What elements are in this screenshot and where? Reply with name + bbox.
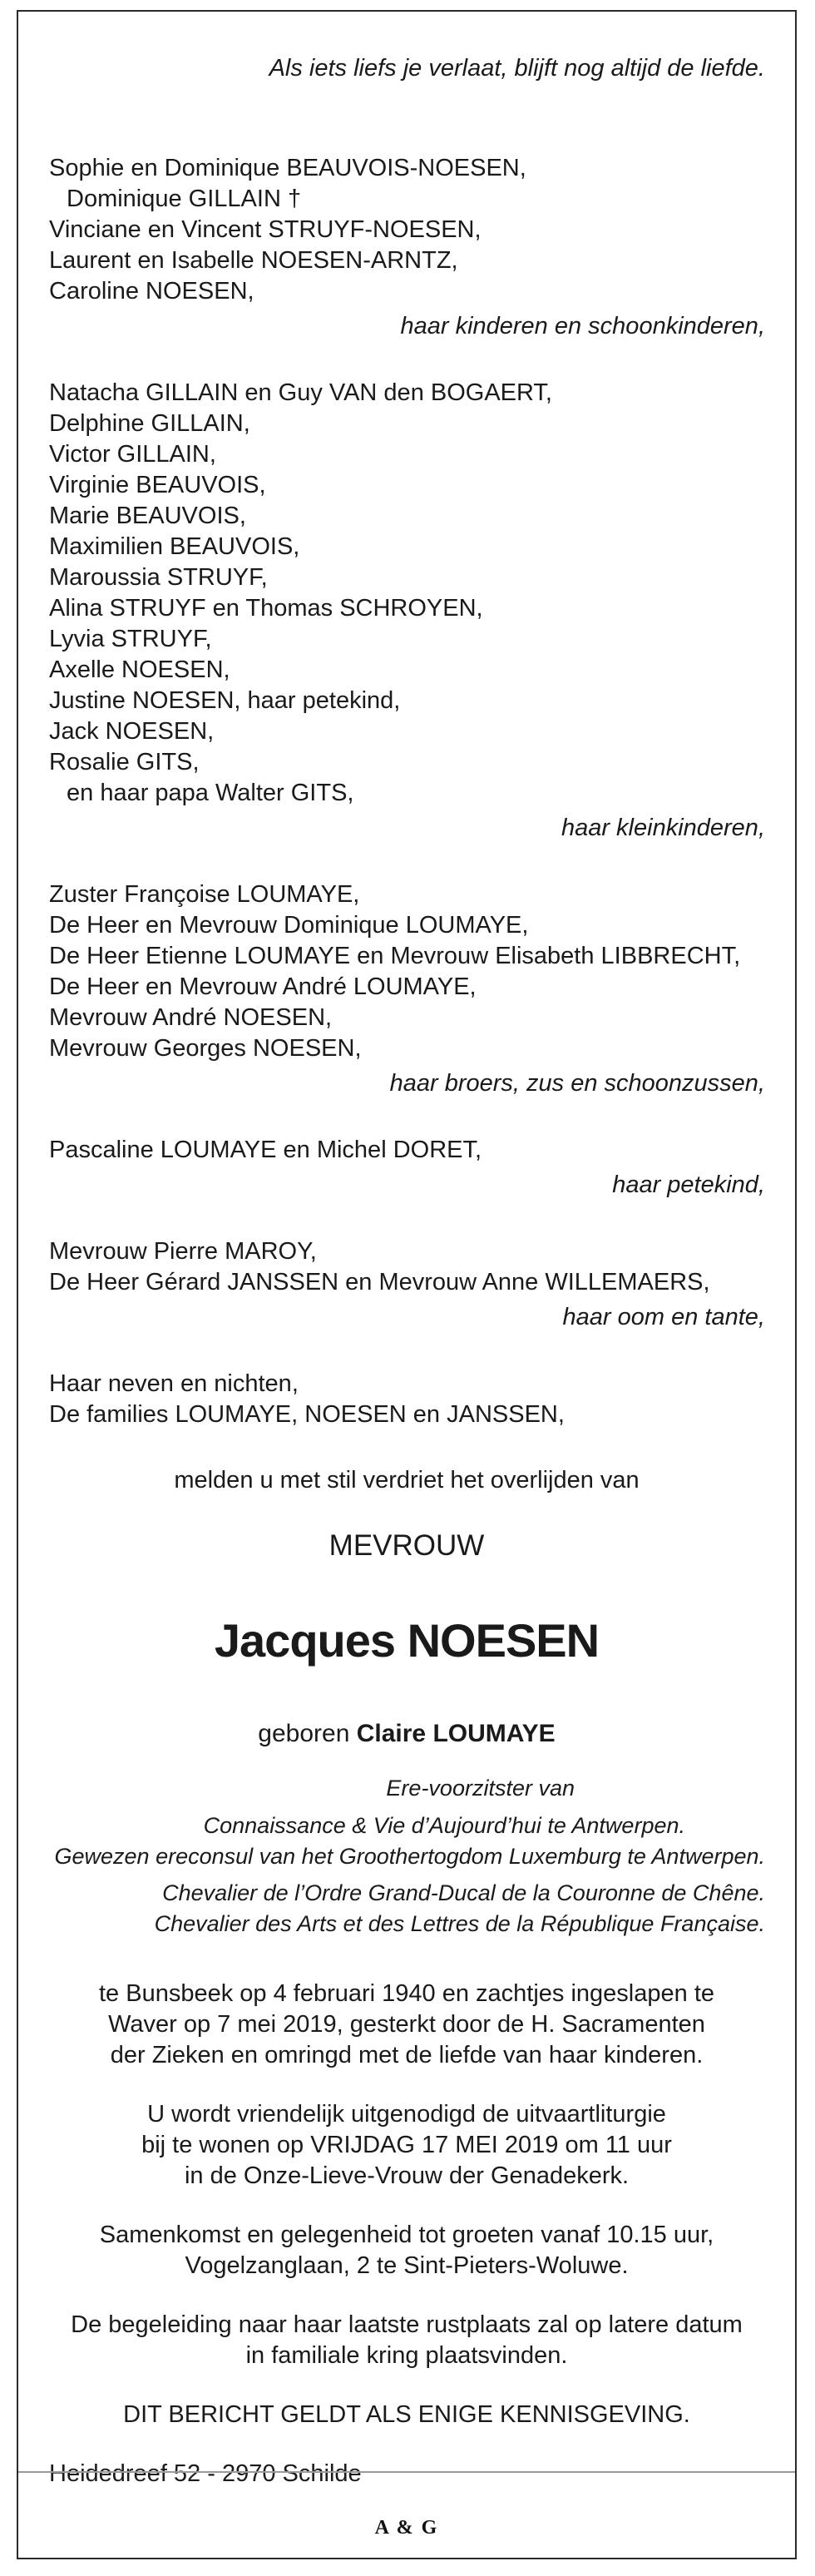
honor-line: Ere-voorzitster van xyxy=(386,1776,575,1801)
honor-line: Chevalier de l’Ordre Grand-Ducal de la Couronne de Chêne. xyxy=(162,1880,765,1905)
family-line: Lyvia STRUYF, xyxy=(49,626,212,652)
family-line: Pascaline LOUMAYE en Michel DORET, xyxy=(49,1137,482,1163)
family-line: Mevrouw André NOESEN, xyxy=(49,1004,333,1031)
family-line: Laurent en Isabelle NOESEN-ARNTZ, xyxy=(49,247,458,274)
family-role: haar oom en tante, xyxy=(562,1304,765,1330)
family-role: haar kleinkinderen, xyxy=(561,815,765,841)
deceased-title: MEVROUW xyxy=(328,1529,485,1562)
announcement: melden u met stil verdriet het overlijden van xyxy=(174,1467,640,1494)
family-line: Delphine GILLAIN, xyxy=(49,410,250,437)
family-line: De Heer en Mevrouw Dominique LOUMAYE, xyxy=(49,912,529,939)
family-line: Maximilien BEAUVOIS, xyxy=(49,533,300,560)
honor-line: Chevalier des Arts et des Lettres de la République Française. xyxy=(154,1911,765,1936)
family-line: Alina STRUYF en Thomas SCHROYEN, xyxy=(49,595,483,622)
gathering-line: Samenkomst en gelegenheid tot groeten vanaf 10.15 uur, xyxy=(99,2222,714,2248)
funeral-home-logo: A & G xyxy=(374,2517,439,2539)
birth-name-prefix: geboren xyxy=(258,1720,350,1747)
family-line: Rosalie GITS, xyxy=(49,749,200,775)
honor-line: Connaissance & Vie d’Aujourd’hui te Antwerpen. xyxy=(203,1813,685,1838)
funeral-line: bij te wonen op VRIJDAG 17 MEI 2019 om 11 uur xyxy=(141,2132,672,2158)
family-line: De Heer Etienne LOUMAYE en Mevrouw Elisabeth LIBBRECHT, xyxy=(49,943,741,969)
family-line: Victor GILLAIN, xyxy=(49,441,216,468)
burial-line: De begeleiding naar haar laatste rustplaats zal op latere datum xyxy=(71,2311,743,2338)
birth-name: Claire LOUMAYE xyxy=(356,1720,556,1747)
family-line: Sophie en Dominique BEAUVOIS-NOESEN, xyxy=(49,155,526,181)
family-line: Marie BEAUVOIS, xyxy=(49,503,246,529)
family-line: en haar papa Walter GITS, xyxy=(67,780,354,806)
footer-divider xyxy=(18,2471,795,2473)
family-line: Jack NOESEN, xyxy=(49,718,215,745)
obituary-notice xyxy=(17,10,797,2559)
motto: Als iets liefs je verlaat, blijft nog altijd de liefde. xyxy=(269,55,765,82)
family-line: Maroussia STRUYF, xyxy=(49,564,268,591)
funeral-line: U wordt vriendelijk uitgenodigd de uitvaartliturgie xyxy=(147,2101,666,2128)
birth-death-line: te Bunsbeek op 4 februari 1940 en zachtjes ingeslapen te xyxy=(98,1980,715,2007)
funeral-line: in de Onze-Lieve-Vrouw der Genadekerk. xyxy=(184,2162,630,2189)
family-line: Axelle NOESEN, xyxy=(49,656,230,683)
family-line: Dominique GILLAIN † xyxy=(67,186,302,212)
family-line: Justine NOESEN, haar petekind, xyxy=(49,687,401,714)
family-line: De families LOUMAYE, NOESEN en JANSSEN, xyxy=(49,1401,565,1428)
family-line: Caroline NOESEN, xyxy=(49,278,254,305)
family-role: haar broers, zus en schoonzussen, xyxy=(389,1070,765,1097)
family-line: Mevrouw Georges NOESEN, xyxy=(49,1035,362,1062)
family-line: Mevrouw Pierre MAROY, xyxy=(49,1238,317,1265)
family-line: De Heer en Mevrouw André LOUMAYE, xyxy=(49,973,477,1000)
notice: DIT BERICHT GELDT ALS ENIGE KENNISGEVING. xyxy=(123,2401,690,2428)
family-line: Virginie BEAUVOIS, xyxy=(49,472,266,498)
family-line: Haar neven en nichten, xyxy=(49,1370,299,1397)
burial-line: in familiale kring plaatsvinden. xyxy=(245,2342,568,2369)
family-line: Natacha GILLAIN en Guy VAN den BOGAERT, xyxy=(49,379,552,406)
address: Heidedreef 52 - 2970 Schilde xyxy=(49,2460,362,2487)
family-line: Zuster Françoise LOUMAYE, xyxy=(49,881,360,908)
birth-death-line: Waver op 7 mei 2019, gesterkt door de H. Sacramenten xyxy=(108,2011,705,2038)
gathering-line: Vogelzanglaan, 2 te Sint-Pieters-Woluwe. xyxy=(185,2252,629,2279)
family-line: De Heer Gérard JANSSEN en Mevrouw Anne WILLEMAERS, xyxy=(49,1269,710,1295)
family-role: haar petekind, xyxy=(612,1172,765,1198)
honor-line: Gewezen ereconsul van het Groothertogdom Luxemburg te Antwerpen. xyxy=(54,1844,765,1869)
birth-name-line xyxy=(18,1719,795,1749)
deceased-name: Jacques NOESEN xyxy=(214,1614,600,1667)
birth-death-line: der Zieken en omringd met de liefde van haar kinderen. xyxy=(110,2042,704,2068)
family-role: haar kinderen en schoonkinderen, xyxy=(400,313,765,339)
family-line: Vinciane en Vincent STRUYF-NOESEN, xyxy=(49,216,482,243)
